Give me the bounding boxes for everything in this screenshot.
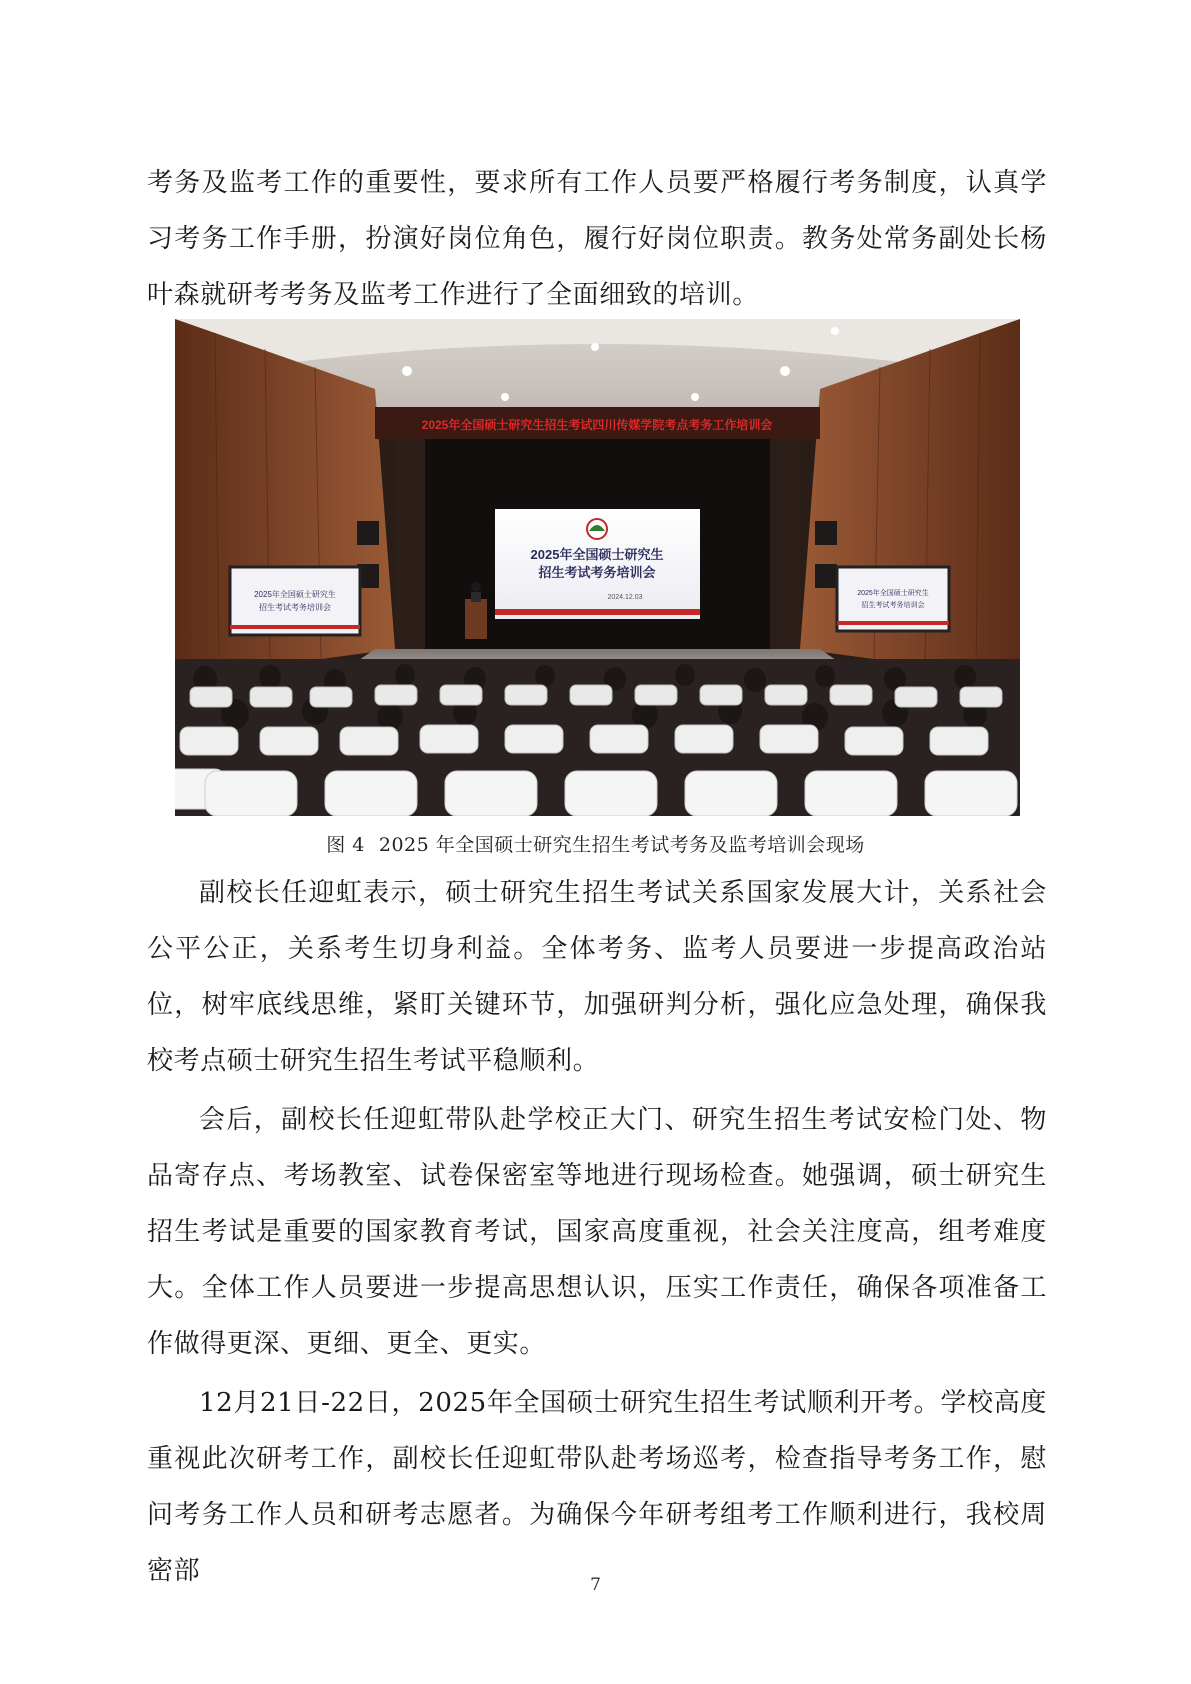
left-screen-line2: 招生考试考务培训会 <box>259 603 331 612</box>
screen-title-line2: 招生考试考务培训会 <box>538 565 656 580</box>
paragraph: 会后，副校长任迎虹带队赴学校正大门、研究生招生考试安检门处、物品寄存点、考场教室、试卷保密室等地进行现场检查。她强调，硕士研究生招生考试是重要的国家教育考试，国家高度重视，社会关注度高，组考难度大。全体工作人员要进一步提高思想认识，压实工作责任，确保各项准备工作做得更深、更细、更全、更实。 <box>147 1105 1047 1359</box>
ceiling-light <box>831 327 839 335</box>
page-number: 7 <box>590 1575 601 1595</box>
screen-date: 2024.12.03 <box>607 594 643 601</box>
ceiling-light <box>402 366 412 376</box>
paragraph: 副校长任迎虹表示，硕士研究生招生考试关系国家发展大计，关系社会公平公正，关系考生切身利益。全体考务、监考人员要进一步提高政治站位，树牢底线思维，紧盯关键环节，加强研判分析，强化应急处理，确保我校考点硕士研究生招生考试平稳顺利。 <box>147 878 1047 1076</box>
right-screen-line2: 招生考试考务培训会 <box>861 602 925 609</box>
training-meeting-photo <box>175 319 1020 816</box>
paragraph: 12月21日-22日，2025年全国硕士研究生招生考试顺利开考。学校高度重视此次研考工作，副校长任迎虹带队赴考场巡考，检查指导考务工作，慰问考务工作人员和研考志愿者。为确保今年研考组考工作顺利进行，我校周密部 <box>147 1388 1047 1586</box>
right-screen-line1: 2025年全国硕士研究生 <box>857 590 929 597</box>
figure-number: 图 4 <box>326 834 365 856</box>
left-screen-line1: 2025年全国硕士研究生 <box>254 590 336 599</box>
banner-text: 2025年全国硕士研究生招生考试四川传媒学院考点考务工作培训会 <box>421 418 773 432</box>
paragraph-continued: 考务及监考工作的重要性，要求所有工作人员要严格履行考务制度，认真学习考务工作手册，扮演好岗位角色，履行好岗位职责。教务处常务副处长杨叶森就研考考务及监考工作进行了全面细致的培训。 <box>147 168 1047 310</box>
ceiling-light <box>780 366 790 376</box>
left-side-screen <box>230 567 360 635</box>
ceiling-light <box>501 393 509 401</box>
podium <box>465 599 487 639</box>
ceiling-light <box>591 343 599 351</box>
figure-caption <box>0 830 1191 857</box>
screen-title-line1: 2025年全国硕士研究生 <box>530 547 664 562</box>
figure-caption-text: 2025 年全国硕士研究生招生考试考务及监考培训会现场 <box>378 834 865 856</box>
ceiling-light <box>691 393 699 401</box>
